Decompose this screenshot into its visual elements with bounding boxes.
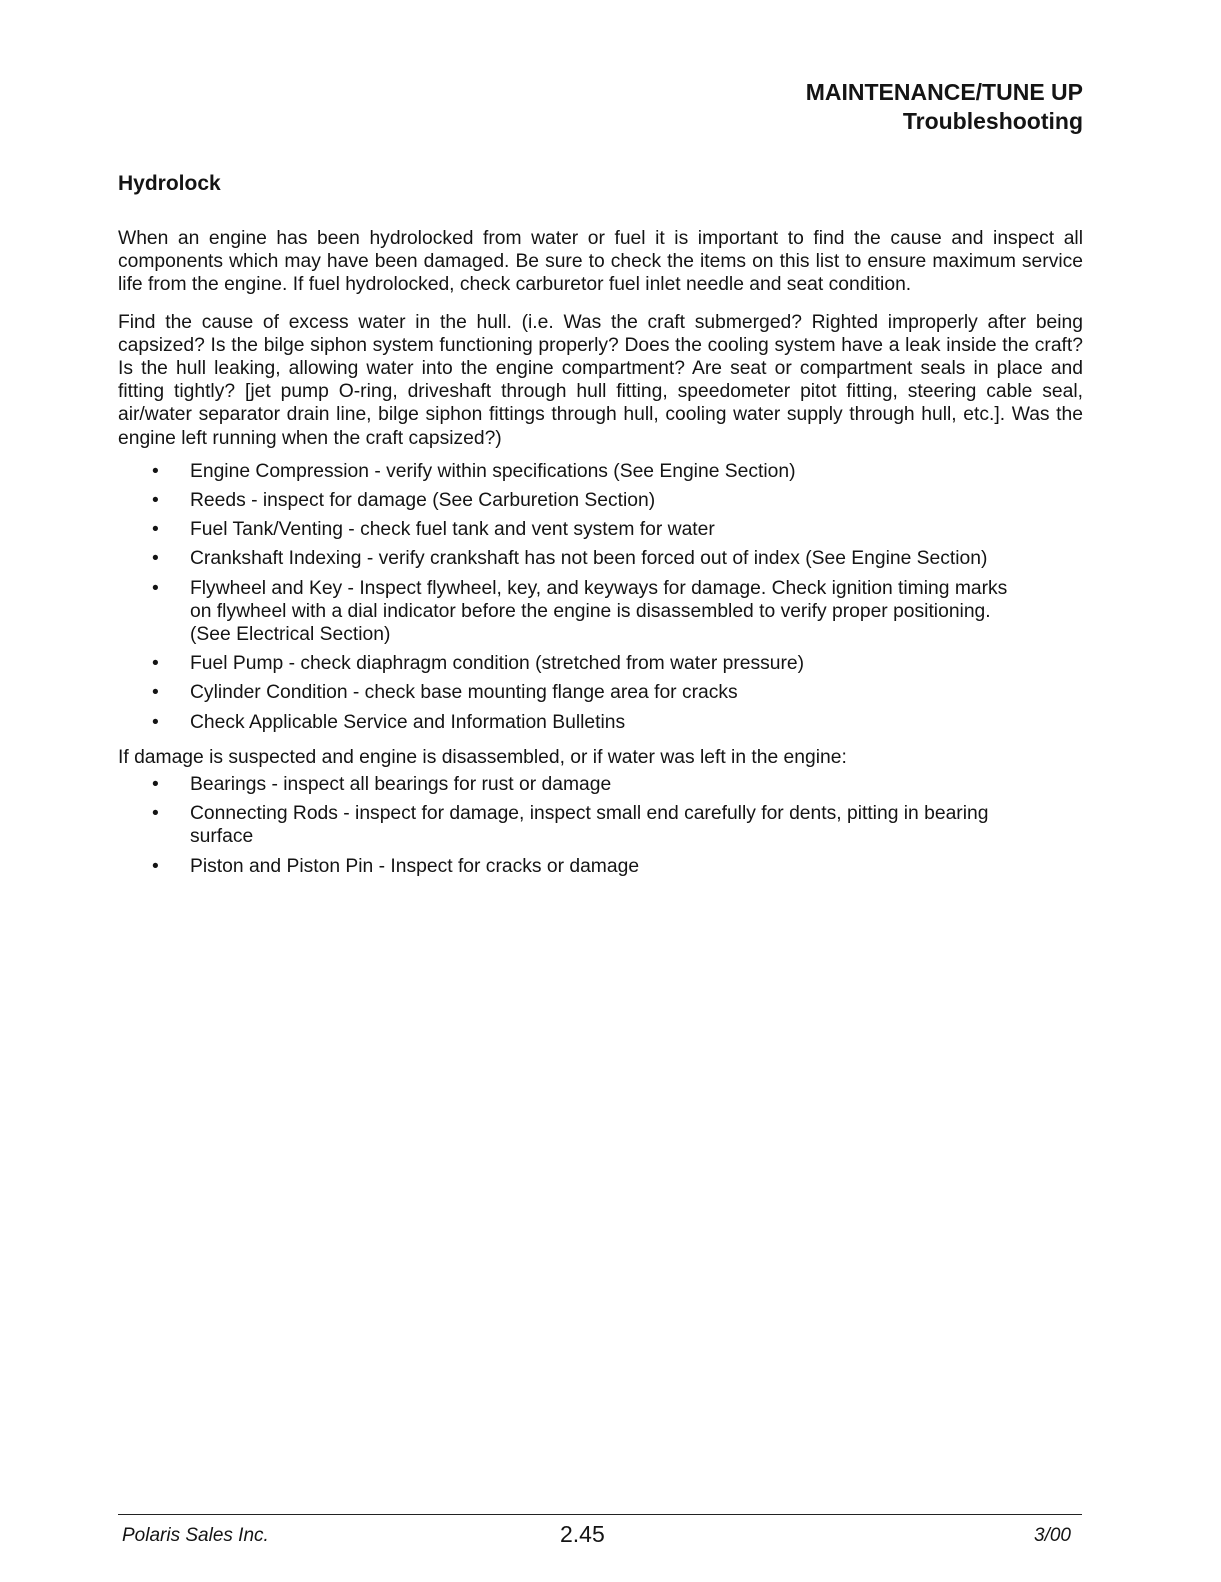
hydrolock-heading: Hydrolock (118, 172, 221, 195)
list-item: • Bearings - inspect all bearings for rust or damage (152, 774, 612, 796)
damage-checklist (118, 773, 1083, 878)
damage-intro: If damage is suspected and engine is disassembled, or if water was left in the engine: (118, 746, 847, 768)
list-item: • Fuel Pump - check diaphragm condition (stretched from water pressure) (152, 653, 805, 675)
footer-date: 3/00 (1034, 1525, 1071, 1546)
page-number: 2.45 (560, 1521, 605, 1547)
bullet-icon: • (152, 803, 159, 825)
list-item: • Cylinder Condition - check base mounting flange area for cracks (152, 682, 738, 704)
list-item: • Fuel Tank/Venting - check fuel tank and vent system for water (152, 519, 715, 541)
hydrolock-body (118, 227, 1083, 884)
footer-divider (118, 1514, 1082, 1515)
bullet-icon: • (152, 653, 159, 675)
list-item: • Check Applicable Service and Information Bulletins (152, 711, 626, 733)
bullet-icon: • (152, 711, 159, 733)
list-item: • Engine Compression - verify within specifications (See Engine Section) (152, 460, 796, 482)
bullet-icon: • (152, 548, 159, 570)
bullet-icon: • (152, 577, 159, 599)
list-item: • Connecting Rods - inspect for damage, inspect small end carefully for dents, pitting in bearing surface (152, 803, 989, 848)
cause-paragraph: Find the cause of excess water in the hull. (i.e. Was the craft submerged? Righted improperly after being capsized? Is the bilge siphon system functioning properly? Does the cooling system have a leak inside the craft? Is the hull leaking, allowing water into the engine compartment? Are seat or compartment seals in place and fitting tightly? [jet pump O-ring, driveshaft through hull fitting, speedometer pitot fitting, steering cable seal, air/water separator drain line, bilge siphon fittings through hull, cooling water supply through hull, etc.]. Was the engine left running when the craft capsized?) (118, 311, 1083, 449)
footer-company: Polaris Sales Inc. (122, 1525, 269, 1546)
bullet-icon: • (152, 682, 159, 704)
bullet-icon: • (152, 855, 159, 877)
list-item: • Crankshaft Indexing - verify crankshaft has not been forced out of index (See Engine Section) (152, 548, 988, 570)
bullet-icon: • (152, 460, 159, 482)
bullet-icon: • (152, 774, 159, 796)
section-title-header: Troubleshooting (902, 108, 1083, 134)
intro-paragraph: When an engine has been hydrolocked from water or fuel it is important to find the cause and inspect all components which may have been damaged. Be sure to check the items on this list to ensure maximum service life from the engine. If fuel hydrolocked, check carburetor fuel inlet needle and seat condition. (118, 228, 1083, 296)
bullet-icon: • (152, 490, 159, 512)
bullet-icon: • (152, 519, 159, 541)
page-header (806, 78, 1083, 136)
list-item: • Piston and Piston Pin - Inspect for cracks or damage (152, 855, 640, 877)
chapter-title: MAINTENANCE/TUNE UP (805, 79, 1083, 105)
list-item: • Flywheel and Key - Inspect flywheel, key, and keyways for damage. Check ignition timing marks on flywheel with a dial indicator before the engine is disassembled to verify proper positioning. (See Electrical Section) (152, 577, 1008, 646)
inspection-checklist (118, 460, 1083, 734)
list-item: • Reeds - inspect for damage (See Carburetion Section) (152, 490, 656, 512)
